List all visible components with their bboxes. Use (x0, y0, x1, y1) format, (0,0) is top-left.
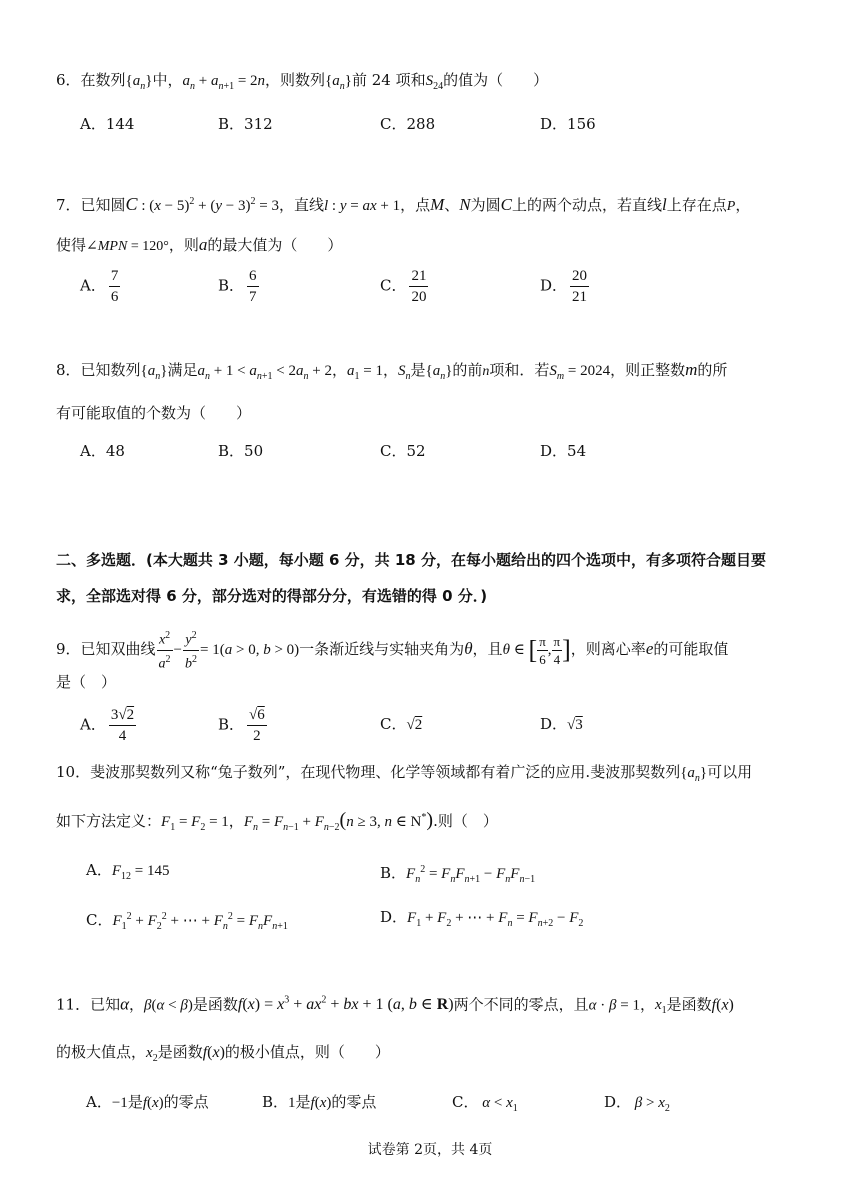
q11-option-d[interactable]: D． $\beta > x_2$ (604, 1093, 670, 1114)
q9-stem-line2: 是（ ） (56, 673, 117, 691)
q10-option-a[interactable]: A．$F_{12} = 145$ (86, 861, 170, 882)
q8-option-c[interactable]: C．52 (380, 442, 426, 460)
q10-option-c[interactable]: C．$F_1^2 + F_2^2$ + ⋯ + $F_n^2 = F_nF_{n+1}$ (86, 911, 288, 932)
q6-option-d[interactable]: D．156 (540, 115, 596, 133)
q8-stem-line2: 有可能取值的个数为（ ） (56, 404, 252, 422)
q8-option-d[interactable]: D．54 (540, 442, 587, 460)
q9-option-c[interactable]: C．√2 (380, 715, 423, 733)
q7-option-d[interactable]: D． $\frac{20}{21}$ (540, 268, 588, 305)
q8-option-a[interactable]: A．48 (80, 442, 125, 460)
q9-option-b[interactable]: B． $\frac{√6}{2}$ (218, 707, 265, 744)
q7-option-a[interactable]: A． $\frac{7}{6}$ (80, 268, 119, 305)
q6-option-b[interactable]: B．312 (218, 115, 273, 133)
q10-option-b[interactable]: B．$F_n^2 = F_nF_{n+1} - F_nF_{n-1}$ (380, 864, 536, 885)
q10-stem-line2: 如下方法定义：$F_1 = F_2 = 1$，$F_n = F_{n-1} + F_{n-2}(n \ge 3$, n ∈ N*).则（ ） (56, 809, 498, 833)
q7-option-b[interactable]: B． $\frac{6}{7}$ (218, 268, 257, 305)
section2-heading-line2: 求，全部选对得 6 分，部分选对的得部分分，有选错的得 0 分．) (56, 587, 488, 605)
q10-stem-line1: 10．斐波那契数列又称“兔子数列”，在现代物理、化学等领域都有着广泛的应用.斐波那契数列$\{a_n\}$可以用 (56, 763, 753, 784)
q11-option-c[interactable]: C． $\alpha < x_1$ (452, 1093, 518, 1114)
q6-option-a[interactable]: A．144 (80, 115, 135, 133)
q7-option-c[interactable]: C． $\frac{21}{20}$ (380, 268, 427, 305)
q6-stem: 6．在数列$\{a_n\}$中，$a_n + a_{n+1} = 2n$，则数列$\{a_n\}$前 24 项和$S_{24}$的值为（ ） (56, 71, 549, 92)
q7-stem-line1: 7．已知圆C : $(x - 5)^2 + (y - 3)^2 = 3$，直线l : y = ax + 1，点M、N为圆C上的两个动点，若直线l上存在点P， (56, 194, 751, 214)
q11-option-a[interactable]: A．−1是f(x)的零点 (86, 1093, 209, 1111)
q9-stem-line1: 9．已知双曲线 $\frac{x^2}{a^2}$ − $\frac{y^2}{b^2}$ = 1(a > 0, b > 0)一条渐近线与实轴夹角为θ，且θ ∈ [ $\frac{\pi}{6}$ , $\frac{\pi}{4}$ ]，则离心率e的可能取值 (56, 627, 728, 673)
q10-option-d[interactable]: D．$F_1 + F_2$ + ⋯ + $F_n = F_{n+2} - F_2$ (380, 908, 584, 929)
q8-option-b[interactable]: B．50 (218, 442, 264, 460)
q8-stem-line1: 8．已知数列$\{a_n\}$满足$a_n + 1 < a_{n+1} < 2a_n + 2$，$a_1 = 1$，$S_n$是$\{a_n\}$的前n项和．若$S_m = 2024$，则正整数m的所 (56, 360, 728, 382)
q9-option-d[interactable]: D．√3 (540, 715, 583, 733)
q6-option-c[interactable]: C．288 (380, 115, 436, 133)
q7-stem-line2: 使得∠MPN = 120°，则a的最大值为（ ） (56, 235, 343, 254)
page-footer: 试卷第 2页，共 4页 (367, 1142, 493, 1158)
q11-stem-line1: 11．已知α，β(α < β)是函数$f(x) = x^3 + ax^2$ + bx + 1 (a, b ∈ R)两个不同的零点，且α · β = 1，$x_1$是函数f(x) (56, 994, 734, 1017)
q11-stem-line2: 的极大值点，$x_2$是函数f(x)的极小值点，则（ ） (56, 1043, 390, 1064)
q11-option-b[interactable]: B．1是f(x)的零点 (262, 1093, 377, 1111)
section2-heading-line1: 二、多选题．(本大题共 3 小题，每小题 6 分，共 18 分，在每小题给出的四个选项中，有多项符合题目要 (56, 551, 766, 569)
q9-option-a[interactable]: A． $\frac{3√2}{4}$ (80, 707, 135, 744)
